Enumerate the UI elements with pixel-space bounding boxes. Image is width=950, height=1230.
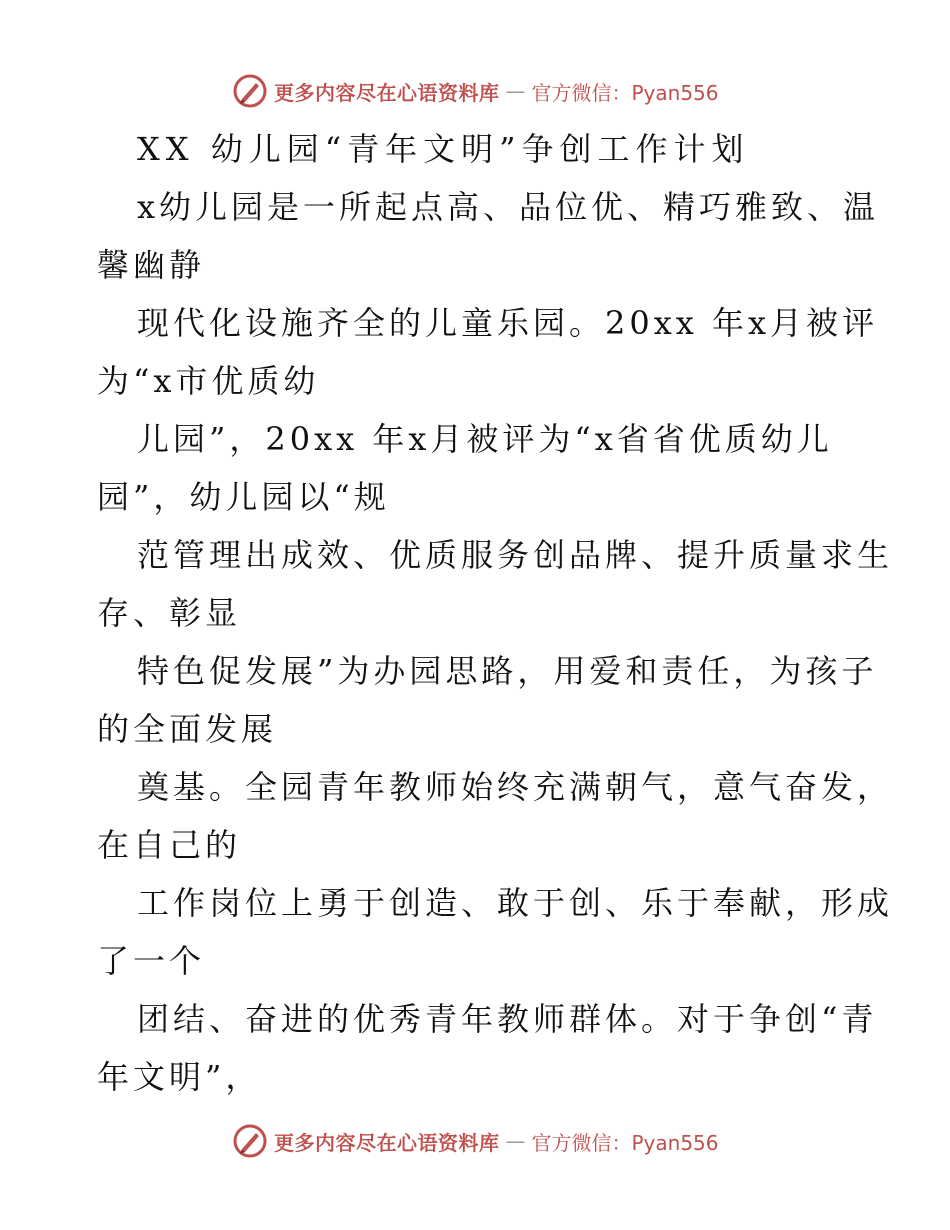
document-line: 为“x市优质幼 xyxy=(97,362,320,400)
document-line: 的全面发展 xyxy=(97,710,278,748)
document-body xyxy=(97,120,894,1106)
document-line: 年文明”， xyxy=(97,1058,262,1096)
watermark-contact-text: 官方微信：Pyan556 xyxy=(531,1130,719,1155)
document-line: 儿园”，20xx 年x月被评为“x省省优质幼儿 xyxy=(137,420,833,458)
document-line: 团结、奋进的优秀青年教师群体。对于争创“青 xyxy=(137,1000,878,1038)
document-line: 在自己的 xyxy=(97,826,242,864)
document-line: 特色促发展”为办园思路，用爱和责任，为孩子 xyxy=(137,652,878,690)
document-line: 了一个 xyxy=(97,942,206,980)
watermark-separator: — xyxy=(505,79,526,103)
document-line: 馨幽静 xyxy=(97,246,206,284)
document-line: 奠基。全园青年教师始终充满朝气，意气奋发， xyxy=(137,768,894,806)
footer-watermark xyxy=(232,1121,719,1161)
pen-logo-icon xyxy=(232,73,268,109)
watermark-separator: — xyxy=(505,1129,526,1153)
document-line: 工作岗位上勇于创造、敢于创、乐于奉献，形成 xyxy=(137,884,894,922)
document-line: x幼儿园是一所起点高、品位优、精巧雅致、温 xyxy=(137,188,880,226)
watermark-contact-text: 官方微信：Pyan556 xyxy=(531,80,719,105)
watermark-brand-text: 更多内容尽在心语资料库 xyxy=(274,80,500,105)
pen-logo-icon xyxy=(232,1123,268,1159)
document-line: 园”，幼儿园以“规 xyxy=(97,478,390,516)
document-line: 现代化设施齐全的儿童乐园。20xx 年x月被评 xyxy=(137,304,879,342)
header-watermark xyxy=(232,71,719,111)
document-title: XX 幼儿园“青年文明”争创工作计划 xyxy=(137,130,750,168)
watermark-brand-text: 更多内容尽在心语资料库 xyxy=(274,1130,500,1155)
document-line: 范管理出成效、优质服务创品牌、提升质量求生 xyxy=(137,536,894,574)
document-line: 存、彰显 xyxy=(97,594,242,632)
